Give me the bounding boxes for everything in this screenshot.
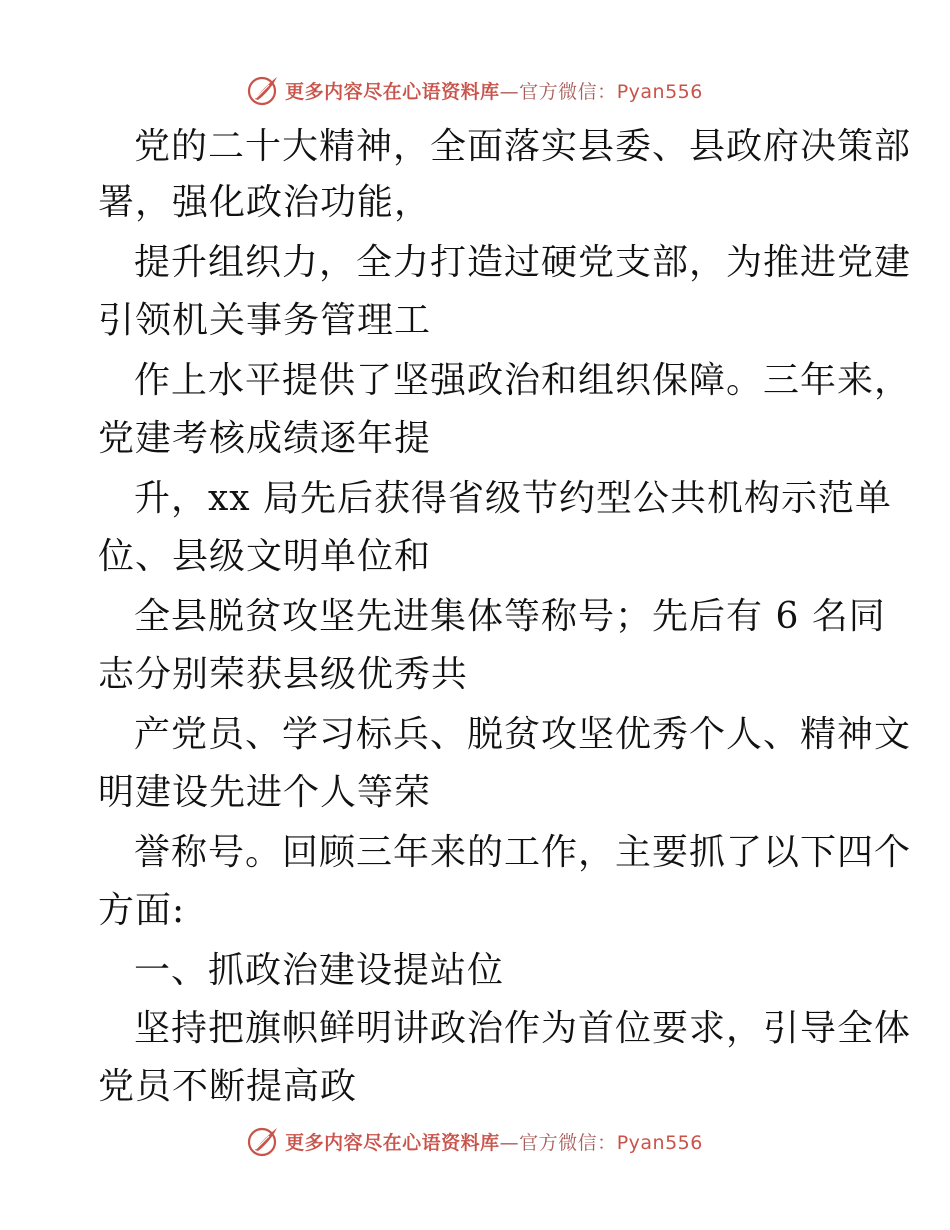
body-line: 升，xx 局先后获得省级节约型公共机构示范单 [134, 478, 893, 519]
header-banner [0, 70, 950, 110]
header-banner-text [285, 77, 703, 104]
body-line: 党的二十大精神，全面落实县委、县政府决策部 [134, 126, 912, 167]
header-banner-label: 官方微信： [519, 80, 617, 103]
body-line: 作上水平提供了坚强政治和组织保障。三年来， [134, 360, 912, 401]
feather-pen-logo-icon [247, 73, 281, 107]
body-line: 志分别荣获县级优秀共 [98, 654, 469, 695]
body-line: 方面: [98, 890, 186, 931]
footer-banner-id: Pyan556 [616, 1131, 703, 1154]
body-line: 引领机关事务管理工 [98, 300, 432, 341]
header-banner-main: 更多内容尽在心语资料库 [285, 80, 500, 103]
footer-banner-main: 更多内容尽在心语资料库 [285, 1131, 500, 1154]
body-line: 誉称号。回顾三年来的工作，主要抓了以下四个 [134, 832, 912, 873]
body-line: 全县脱贫攻坚先进集体等称号；先后有 6 名同 [134, 596, 886, 637]
footer-banner-label: 官方微信： [519, 1131, 617, 1154]
body-line: 党建考核成绩逐年提 [98, 418, 432, 459]
body-line: 产党员、学习标兵、脱贫攻坚优秀个人、精神文 [134, 714, 912, 755]
header-banner-separator: — [499, 80, 520, 103]
body-line: 明建设先进个人等荣 [98, 772, 432, 813]
body-line: 坚持把旗帜鲜明讲政治作为首位要求，引导全体 [134, 1008, 912, 1049]
header-banner-id: Pyan556 [616, 80, 703, 103]
body-line: 党员不断提高政 [98, 1066, 358, 1107]
feather-pen-logo-icon [247, 1124, 281, 1158]
body-line: 提升组织力，全力打造过硬党支部，为推进党建 [134, 242, 912, 283]
footer-banner-separator: — [499, 1131, 520, 1154]
body-line: 位、县级文明单位和 [98, 536, 432, 577]
body-line: 署，强化政治功能， [98, 182, 432, 223]
section-heading: 一、抓政治建设提站位 [134, 950, 505, 991]
footer-banner-text [285, 1128, 703, 1155]
footer-banner [0, 1121, 950, 1161]
